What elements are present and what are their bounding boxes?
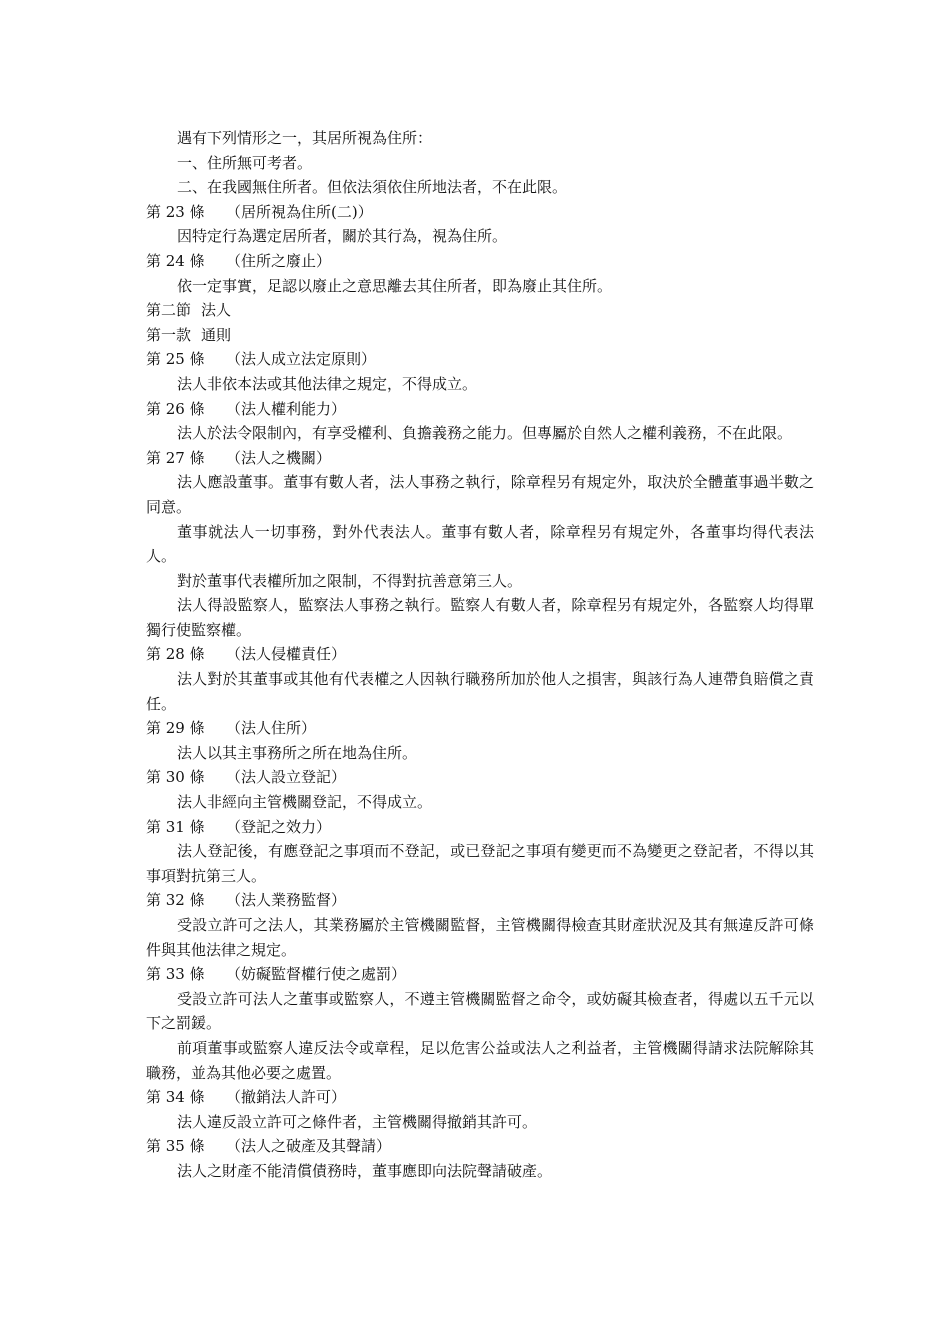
article-title: （妨礙監督權行使之處罰）	[226, 965, 407, 984]
intro-line: 遇有下列情形之一，其居所視為住所：	[177, 129, 433, 147]
article-paragraph: 受設立許可之法人，其業務屬於主管機關監督，主管機關得檢查其財產狀況及其有無違反許可條件與其他法律之規定。	[146, 916, 814, 959]
article-paragraph: 法人違反設立許可之條件者，主管機關得撤銷其許可。	[177, 1112, 538, 1131]
article-heading	[146, 249, 814, 274]
article-paragraph: 法人以其主事務所之所在地為住所。	[177, 743, 418, 762]
article-title: （法人業務監督）	[226, 891, 347, 910]
article-heading	[146, 642, 814, 667]
article-paragraph: 依一定事實，足認以廢止之意思離去其住所者，即為廢止其住所。	[177, 276, 613, 295]
section-label: 第二節	[146, 301, 192, 320]
article-number: 第 35 條	[146, 1137, 205, 1156]
article-heading	[146, 962, 814, 987]
article-number: 第 34 條	[146, 1088, 205, 1107]
article-number: 第 31 條	[146, 817, 205, 836]
article-paragraph: 對於董事代表權所加之限制，不得對抗善意第三人。	[177, 571, 523, 590]
article-paragraph: 董事就法人一切事務，對外代表法人。董事有數人者，除章程另有規定外，各董事均得代表法人。	[146, 522, 814, 566]
article-title: （法人權利能力）	[226, 399, 347, 418]
article-number: 第 28 條	[146, 645, 205, 664]
article-number: 第 32 條	[146, 891, 205, 910]
article-heading	[146, 1085, 814, 1110]
article-heading	[146, 200, 814, 225]
article-paragraph: 法人之財產不能清償債務時，董事應即向法院聲請破產。	[177, 1161, 553, 1180]
article-title: （住所之廢止）	[226, 251, 332, 270]
article-title: （撤銷法人許可）	[226, 1088, 347, 1107]
article-title: （法人設立登記）	[226, 768, 347, 787]
article-number: 第 24 條	[146, 251, 205, 270]
article-number: 第 23 條	[146, 202, 205, 221]
article-paragraph: 前項董事或監察人違反法令或章程，足以危害公益或法人之利益者，主管機關得請求法院解除其職務，並為其他必要之處置。	[146, 1038, 814, 1082]
article-title: （法人之破產及其聲請）	[226, 1137, 392, 1156]
article-title: （法人住所）	[226, 719, 317, 738]
section-title: 法人	[201, 301, 232, 320]
article-number: 第 33 條	[146, 965, 205, 984]
article-paragraph: 法人非經向主管機關登記，不得成立。	[177, 793, 433, 812]
article-title: （法人之機關）	[226, 448, 332, 467]
article-paragraph: 法人得設監察人，監察法人事務之執行。監察人有數人者，除章程另有規定外，各監察人均得單獨行使監察權。	[146, 596, 814, 639]
article-paragraph: 法人登記後，有應登記之事項而不登記，或已登記之事項有變更而不為變更之登記者，不得以其事項對抗第三人。	[146, 842, 814, 885]
subsection-heading	[146, 323, 814, 348]
article-number: 第 30 條	[146, 768, 205, 787]
article-heading	[146, 765, 814, 790]
article-title: （法人成立法定原則）	[226, 350, 377, 369]
article-paragraph: 法人對於其董事或其他有代表權之人因執行職務所加於他人之損害，與該行為人連帶負賠償之責任。	[146, 670, 814, 713]
article-heading	[146, 347, 814, 372]
article-heading	[146, 888, 814, 913]
article-number: 第 25 條	[146, 350, 205, 369]
article-number: 第 26 條	[146, 399, 205, 418]
subsection-label: 第一款	[146, 325, 192, 344]
article-paragraph: 法人於法令限制內，有享受權利、負擔義務之能力。但專屬於自然人之權利義務，不在此限。	[177, 424, 793, 443]
article-paragraph: 受設立許可法人之董事或監察人，不遵主管機關監督之命令，或妨礙其檢查者，得處以五千元以下之罰鍰。	[146, 989, 814, 1033]
article-title: （登記之效力）	[226, 817, 332, 836]
article-paragraph: 因特定行為選定居所者，關於其行為，視為住所。	[177, 227, 508, 246]
article-heading	[146, 815, 814, 840]
article-heading	[146, 1134, 814, 1159]
document-body	[146, 126, 814, 1184]
article-heading	[146, 716, 814, 741]
intro-line: 二、在我國無住所者。但依法須依住所地法者，不在此限。	[177, 178, 568, 197]
article-title: （法人侵權責任）	[226, 645, 347, 664]
section-heading	[146, 298, 814, 323]
subsection-title: 通則	[201, 325, 232, 344]
article-paragraph: 法人非依本法或其他法律之規定，不得成立。	[177, 374, 478, 393]
article-heading	[146, 446, 814, 471]
intro-line: 一、住所無可考者。	[177, 153, 313, 172]
article-number: 第 29 條	[146, 719, 205, 738]
article-number: 第 27 條	[146, 448, 205, 467]
article-title: （居所視為住所(二)）	[226, 202, 373, 221]
article-paragraph: 法人應設董事。董事有數人者，法人事務之執行，除章程另有規定外，取決於全體董事過半數之同意。	[146, 473, 814, 516]
article-heading	[146, 397, 814, 422]
